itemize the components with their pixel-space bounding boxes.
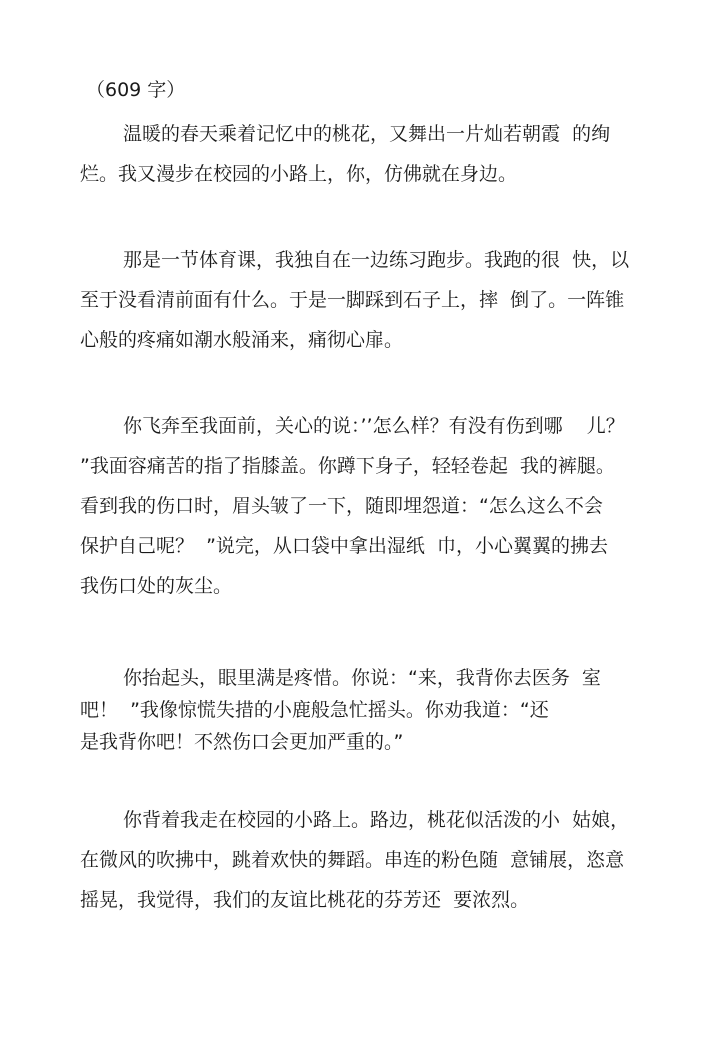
paragraph-line: 至于没看清前面有什么。于是一脚踩到石子上，摔 倒了。一阵锥 <box>80 289 625 311</box>
paragraph-line: 看到我的伤口时，眉头皱了一下，随即埋怨道：“怎么这么不会 <box>80 495 603 517</box>
paragraph-line: 烂。我又漫步在校园的小路上，你，仿佛就在身边。 <box>80 163 518 185</box>
paragraph-line: 你抬起头，眼里满是疼惜。你说：“来，我背你去医务 室 <box>123 667 601 689</box>
paragraph-line: 保护自己呢？ ”说完，从口袋中拿出湿纸 巾，小心翼翼的拂去 <box>80 535 609 557</box>
paragraph-line: 心般的疼痛如潮水般涌来，痛彻心扉。 <box>80 329 404 351</box>
paragraph-line: 是我背你吧！不然伤口会更加严重的。” <box>80 731 404 753</box>
paragraph-5 <box>80 800 660 920</box>
paragraph-4 <box>80 662 660 758</box>
paragraph-1 <box>80 114 660 194</box>
paragraph-line: 摇晃，我觉得，我们的友谊比桃花的芬芳还 要浓烈。 <box>80 889 530 911</box>
paragraph-3 <box>80 406 660 606</box>
paragraph-2 <box>80 240 660 360</box>
paragraph-line: 吧！ ”我像惊慌失措的小鹿般急忙摇头。你劝我道：“还 <box>80 699 549 721</box>
paragraph-line: 你背着我走在校园的小路上。路边，桃花似活泼的小 姑娘， <box>123 809 630 831</box>
paragraph-line: 在微风的吹拂中，跳着欢快的舞蹈。串连的粉色随 意铺展，恣意 <box>80 849 625 871</box>
word-count: （609 字） <box>86 79 186 101</box>
paragraph-line: 你飞奔至我面前，关心的说：’’怎么样？有没有伤到哪 儿？ <box>123 415 625 437</box>
paragraph-line: 温暖的春天乘着记忆中的桃花，又舞出一片灿若朝霞 的绚 <box>123 123 611 145</box>
paragraph-line: 我伤口处的灰尘。 <box>80 575 233 597</box>
paragraph-line: ”我面容痛苦的指了指膝盖。你蹲下身子，轻轻卷起 我的裤腿。 <box>80 455 615 477</box>
paragraph-line: 那是一节体育课，我独自在一边练习跑步。我跑的很 快，以 <box>123 249 630 271</box>
